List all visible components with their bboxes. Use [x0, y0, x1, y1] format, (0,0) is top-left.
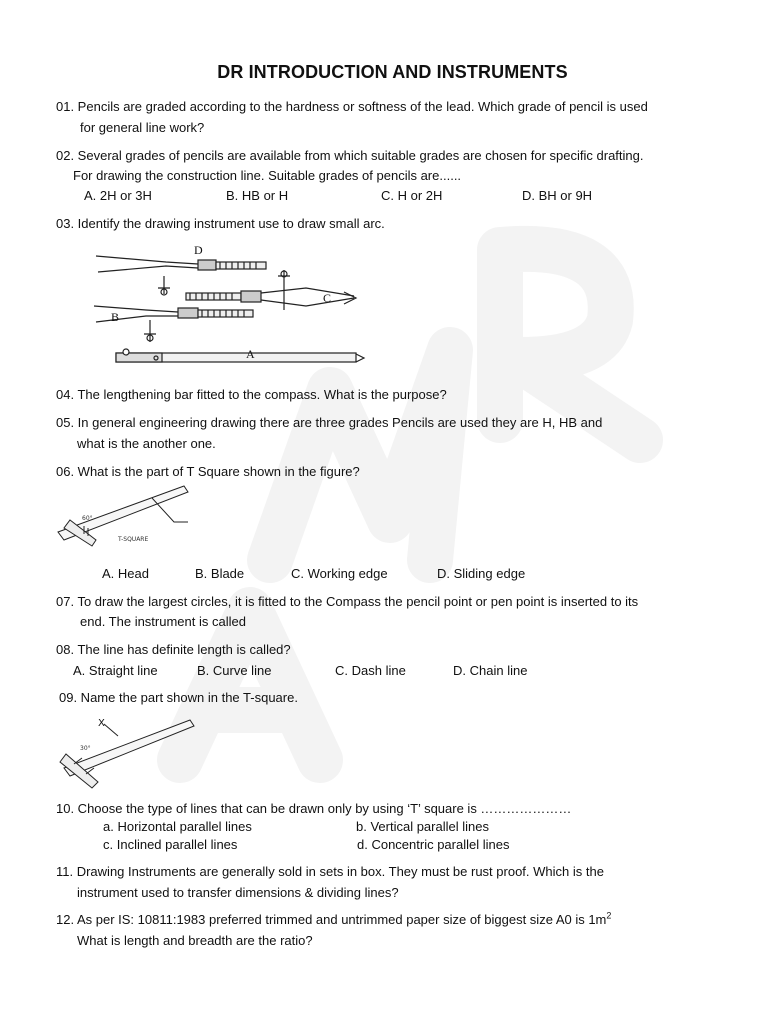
figure-label-d: D: [194, 243, 203, 257]
question-01-text: 01. Pencils are graded according to the hardness or softness of the lead. Which grade of pencil is used: [56, 99, 648, 114]
question-10-option-d: d. Concentric parallel lines: [357, 837, 510, 852]
question-12-superscript: 2: [606, 910, 612, 921]
question-06-option-a: A. Head: [102, 566, 149, 581]
question-07-text-cont: end. The instrument is called: [80, 614, 246, 629]
question-08-option-b: B. Curve line: [197, 663, 272, 678]
question-08-option-a: A. Straight line: [73, 663, 158, 678]
question-11-text-cont: instrument used to transfer dimensions & dividing lines?: [77, 885, 399, 900]
question-10-text: 10. Choose the type of lines that can be drawn only by using ‘T’ square is …………………: [56, 801, 572, 816]
t-square-label: T-SQUARE: [118, 536, 149, 543]
question-12-text-main: 12. As per IS: 10811:1983 preferred trimmed and untrimmed paper size of biggest size A0 is 1m: [56, 912, 607, 927]
question-02-option-d: D. BH or 9H: [522, 188, 593, 203]
question-05-text-cont: what is the another one.: [77, 436, 216, 451]
question-08-option-d: D. Chain line: [453, 663, 528, 678]
question-06-text: 06. What is the part of T Square shown in the figure?: [56, 464, 360, 479]
question-11-text: 11. Drawing Instruments are generally sold in sets in box. They must be rust proof. Which is the: [56, 864, 604, 879]
question-08-option-c: C. Dash line: [335, 663, 406, 678]
t-square-figure: [56, 484, 191, 552]
angle-label: 60°: [82, 515, 93, 522]
question-10-option-b: b. Vertical parallel lines: [356, 819, 489, 834]
question-04-text: 04. The lengthening bar fitted to the compass. What is the purpose?: [56, 387, 447, 402]
question-10-option-c: c. Inclined parallel lines: [103, 837, 238, 852]
part-label-x: X: [98, 718, 105, 729]
question-12-text-cont: What is length and breadth are the ratio?: [77, 933, 313, 948]
question-02-option-c: C. H or 2H: [381, 188, 443, 203]
question-12-text: [56, 912, 611, 928]
question-02-option-a: A. 2H or 3H: [84, 188, 152, 203]
question-09-text: 09. Name the part shown in the T-square.: [59, 690, 298, 705]
question-05-text: 05. In general engineering drawing there are three grades Pencils are used they are H, HB and: [56, 415, 603, 430]
question-08-text: 08. The line has definite length is called?: [56, 642, 291, 657]
angle-label-30: 30°: [80, 745, 91, 752]
question-06-option-c: C. Working edge: [291, 566, 388, 581]
figure-label-c: C: [323, 291, 332, 305]
t-square-part-figure: [58, 712, 198, 794]
question-02-text: 02. Several grades of pencils are available from which suitable grades are chosen for specific drafting.: [56, 148, 644, 163]
question-06-option-d: D. Sliding edge: [437, 566, 526, 581]
question-02-option-b: B. HB or H: [226, 188, 289, 203]
figure-label-a: A: [246, 347, 255, 361]
question-07-text: 07. To draw the largest circles, it is fitted to the Compass the pencil point or pen point is inserted to its: [56, 594, 639, 609]
question-03-text: 03. Identify the drawing instrument use to draw small arc.: [56, 216, 385, 231]
question-06-option-b: B. Blade: [195, 566, 245, 581]
page-title: DR INTRODUCTION AND INSTRUMENTS: [217, 62, 568, 82]
figure-label-b: B: [111, 310, 120, 324]
question-02-text-cont: For drawing the construction line. Suitable grades of pencils are......: [73, 168, 462, 183]
question-10-option-a: a. Horizontal parallel lines: [103, 819, 252, 834]
question-01-text-cont: for general line work?: [80, 120, 205, 135]
compass-instruments-figure: [86, 240, 371, 376]
